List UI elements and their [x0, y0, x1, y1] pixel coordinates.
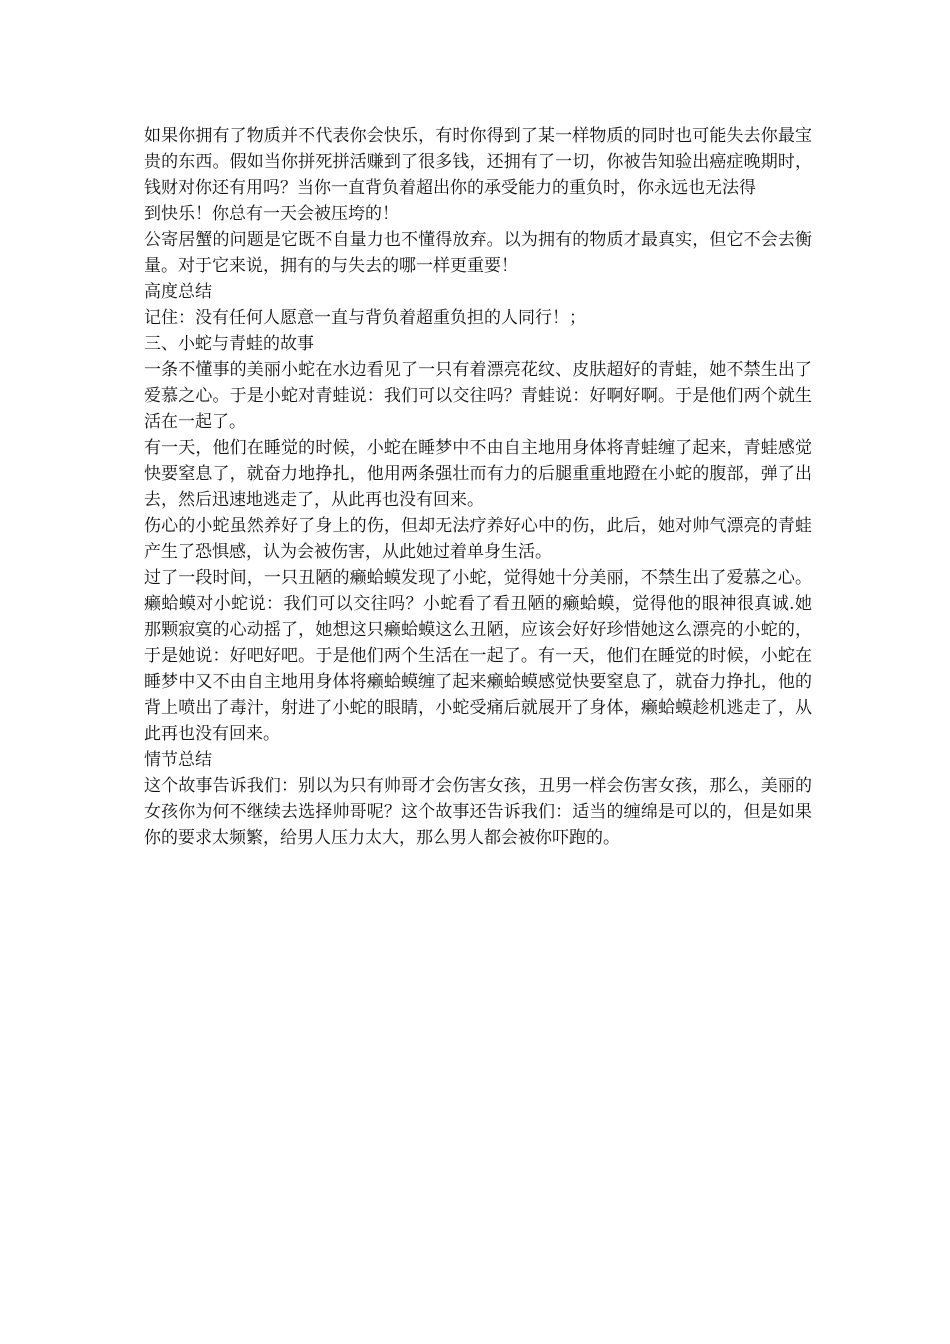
paragraph-happiness-continued: 到快乐！你总有一天会被压垮的！ [144, 204, 399, 224]
paragraph-hermit-crab: 公寄居蟹的问题是它既不自量力也不懂得放弃。以为拥有的物质才最真实，但它不会去衡量。对于它来说，拥有的与失去的哪一样更重要！ [144, 230, 812, 276]
paragraph-frog-escapes: 有一天，他们在睡觉的时候，小蛇在睡梦中不由自主地用身体将青蛙缠了起来，青蛙感觉快要窒息了，就奋力地挣扎，他用两条强壮而有力的后腿重重地蹬在小蛇的腹部，弹了出去，然后迅速地逃走了，从此再也没有回来。 [144, 438, 812, 510]
heading-plot-summary: 情节总结 [144, 750, 212, 770]
heading-summary: 高度总结 [144, 282, 212, 302]
paragraph-moral: 这个故事告诉我们：别以为只有帅哥才会伤害女孩，丑男一样会伤害女孩，那么，美丽的女孩你为何不继续去选择帅哥呢？这个故事还告诉我们：适当的缠绵是可以的，但是如果你的要求太频繁，给男人压力太大，那么男人都会被你吓跑的。 [144, 776, 812, 848]
heading-snake-frog-story: 三、小蛇与青蛙的故事 [144, 334, 314, 354]
document-body [144, 123, 812, 851]
paragraph-toad-story: 过了一段时间，一只丑陋的癞蛤蟆发现了小蛇，觉得她十分美丽，不禁生出了爱慕之心。癞蛤蟆对小蛇说：我们可以交往吗？小蛇看了看丑陋的癞蛤蟆，觉得他的眼神很真诚.她那颗寂寞的心动摇了，她想这只癞蛤蟆这么丑陋，应该会好好珍惜她这么漂亮的小蛇的，于是她说：好吧好吧。于是他们两个生活在一起了。有一天，他们在睡觉的时候，小蛇在睡梦中又不由自主地用身体将癞蛤蟆缠了起来癞蛤蟆感觉快要窒息了，就奋力挣扎，他的背上喷出了毒汁，射进了小蛇的眼睛，小蛇受痛后就展开了身体，癞蛤蟆趁机逃走了，从此再也没有回来。 [144, 568, 812, 744]
paragraph-snake-meets-frog: 一条不懂事的美丽小蛇在水边看见了一只有着漂亮花纹、皮肤超好的青蛙，她不禁生出了爱慕之心。于是小蛇对青蛙说：我们可以交往吗？青蛙说：好啊好啊。于是他们两个就生活在一起了。 [144, 360, 812, 432]
paragraph-remember: 记住：没有任何人愿意一直与背负着超重负担的人同行！； [144, 308, 586, 328]
paragraph-snake-heartbroken: 伤心的小蛇虽然养好了身上的伤，但却无法疗养好心中的伤，此后，她对帅气漂亮的青蛙产生了恐惧感，认为会被伤害，从此她过着单身生活。 [144, 516, 812, 562]
paragraph-material-happiness: 如果你拥有了物质并不代表你会快乐，有时你得到了某一样物质的同时也可能失去你最宝贵的东西。假如当你拼死拼活赚到了很多钱，还拥有了一切，你被告知验出癌症晚期时，钱财对你还有用吗？当你一直背负着超出你的承受能力的重负时，你永远也无法得 [144, 126, 812, 198]
